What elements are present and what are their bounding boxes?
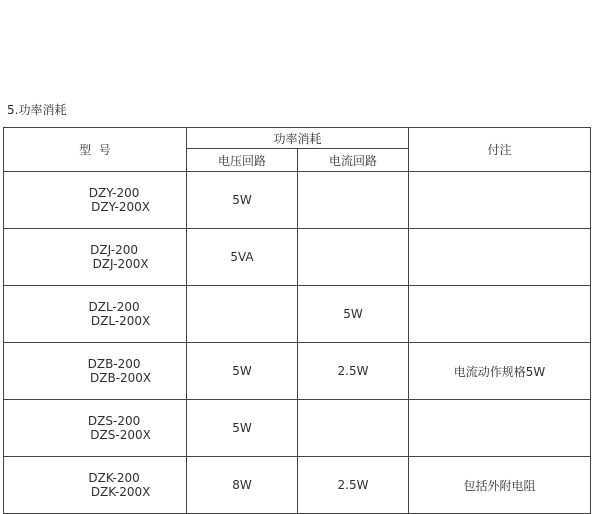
model-cell <box>4 343 187 400</box>
model-variant: DZY-200X <box>91 200 150 214</box>
power-consumption-table <box>3 127 591 514</box>
table-row <box>4 172 591 229</box>
notes-cell <box>409 400 591 457</box>
voltage-circuit-cell <box>187 286 298 343</box>
notes-cell <box>409 172 591 229</box>
current-circuit-cell: 2.5W <box>298 343 409 400</box>
notes-cell: 电流动作规格5W <box>409 343 591 400</box>
table-row <box>4 400 591 457</box>
current-circuit-cell: 2.5W <box>298 457 409 514</box>
model-variant: DZS-200X <box>90 428 151 442</box>
table-row <box>4 343 591 400</box>
voltage-circuit-cell: 5VA <box>187 229 298 286</box>
model-cell <box>4 229 187 286</box>
current-circuit-cell <box>298 229 409 286</box>
column-header-voltage-circuit: 电压回路 <box>187 149 298 172</box>
model-cell <box>4 400 187 457</box>
model-variant: DZL-200X <box>90 314 151 328</box>
column-header-current-circuit: 电流回路 <box>298 149 409 172</box>
voltage-circuit-cell: 5W <box>187 343 298 400</box>
header-row-top <box>4 128 591 149</box>
model-primary: DZJ-200 <box>90 243 138 257</box>
model-cell <box>4 457 187 514</box>
model-variant: DZJ-200X <box>92 257 149 271</box>
voltage-circuit-cell: 5W <box>187 172 298 229</box>
model-cell <box>4 286 187 343</box>
notes-cell: 包括外附电阻 <box>409 457 591 514</box>
section-heading: 5.功率消耗 <box>7 103 67 117</box>
notes-cell <box>409 286 591 343</box>
model-primary: DZS-200 <box>87 414 141 428</box>
model-variant: DZK-200X <box>90 485 151 499</box>
table-row <box>4 286 591 343</box>
model-primary: DZK-200 <box>88 471 140 485</box>
model-primary: DZB-200 <box>87 357 141 371</box>
column-header-model: 型 号 <box>4 128 187 172</box>
table-row <box>4 457 591 514</box>
voltage-circuit-cell: 5W <box>187 400 298 457</box>
notes-cell <box>409 229 591 286</box>
column-header-notes: 付注 <box>409 128 591 172</box>
current-circuit-cell: 5W <box>298 286 409 343</box>
model-cell <box>4 172 187 229</box>
model-variant: DZB-200X <box>90 371 152 385</box>
model-primary: DZL-200 <box>88 300 140 314</box>
column-header-power-consumption: 功率消耗 <box>187 128 409 149</box>
current-circuit-cell <box>298 172 409 229</box>
table-row <box>4 229 591 286</box>
current-circuit-cell <box>298 400 409 457</box>
voltage-circuit-cell: 8W <box>187 457 298 514</box>
model-primary: DZY-200 <box>88 186 140 200</box>
